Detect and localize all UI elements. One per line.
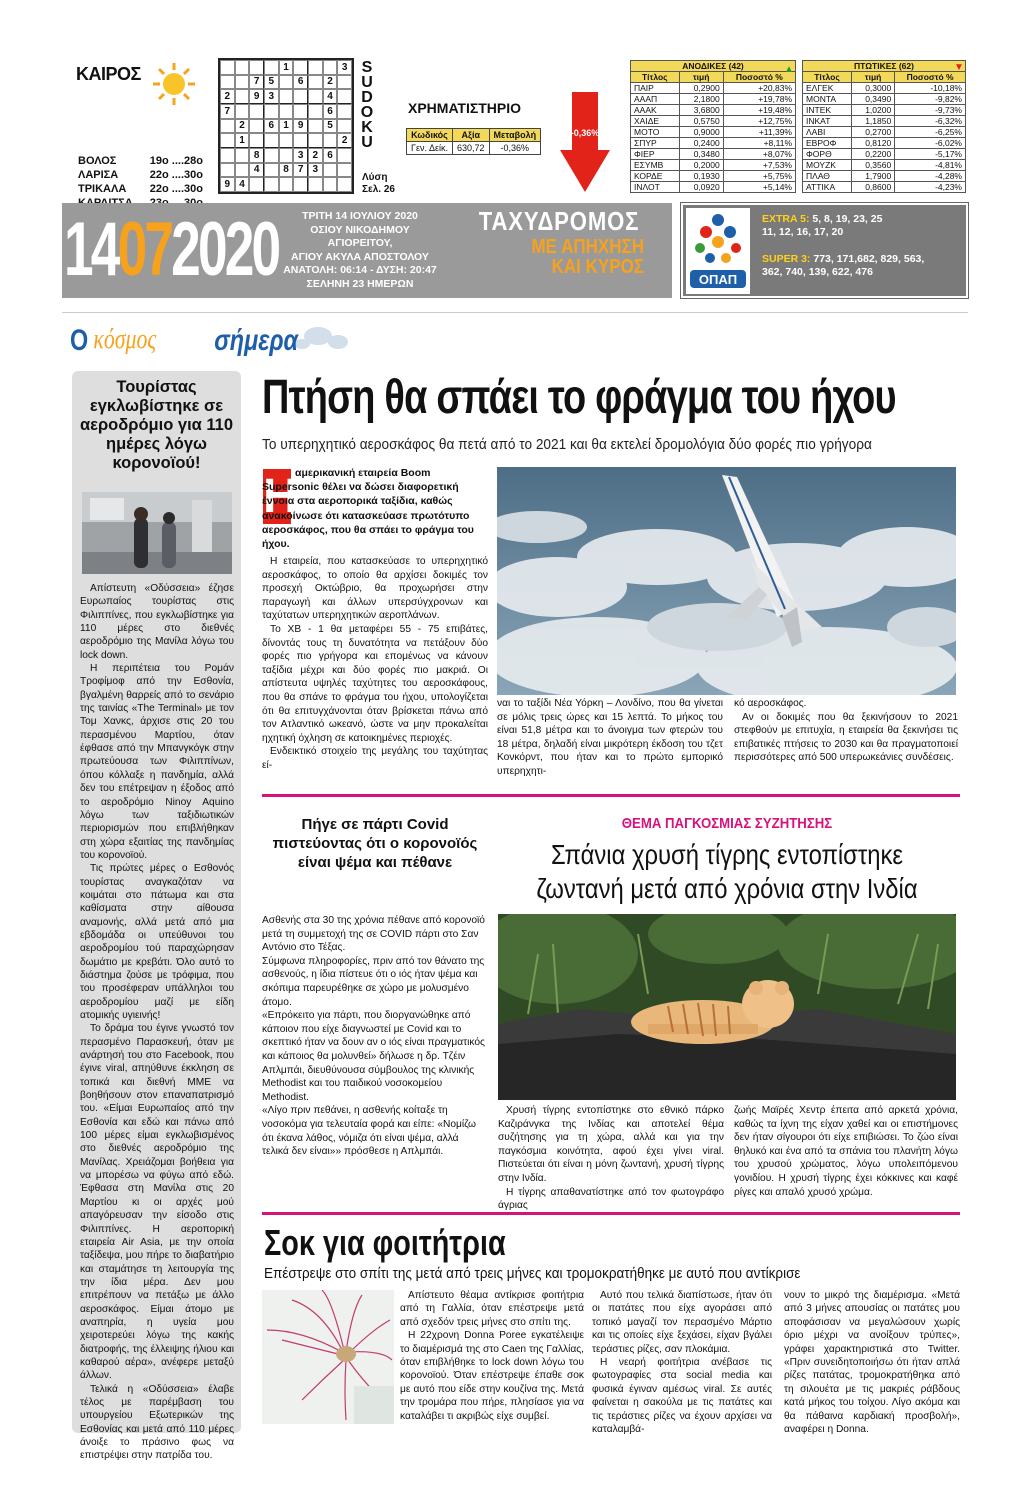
- sudoku-cell: [264, 60, 279, 75]
- cell: -6,32%: [895, 116, 966, 127]
- cell: 0,2000: [679, 160, 723, 171]
- solution-label: Λύση: [362, 172, 388, 183]
- cell: 0,3490: [851, 94, 894, 105]
- section-word-2: κόσμος: [93, 324, 157, 355]
- sudoku-cell: 6: [323, 104, 338, 119]
- potato-roots-photo: [262, 1290, 394, 1424]
- city-temp: 22ο ....30ο: [149, 183, 203, 195]
- date-info: [282, 210, 438, 291]
- cell: -5,17%: [895, 149, 966, 160]
- sudoku-grid: [218, 58, 354, 194]
- info-line: ΤΡΙΤΗ 14 ΙΟΥΛΙΟΥ 2020: [302, 210, 418, 222]
- cell: ΣΠΥΡ: [631, 138, 680, 149]
- sudoku-cell: [308, 104, 323, 119]
- sudoku-letter: D: [361, 89, 373, 106]
- table-row: [631, 105, 796, 116]
- sudoku-cell: [235, 89, 250, 104]
- city-name: ΒΟΛΟΣ: [78, 155, 117, 167]
- weather-list: [78, 154, 203, 210]
- paragraph: Ενδεικτικό στοιχείο της μεγάλης του ταχύτητας εί-: [262, 746, 488, 771]
- sudoku-cell: [279, 89, 294, 104]
- sudoku-cell: 9: [249, 89, 264, 104]
- paragraph: Τελικά η «Οδύσσεια» έλαβε τέλος με παρέμβαση του υπουργείου Εξωτερικών της Εσθονίας και μετά από 110 μέρες άνοιξε το πράσινο φως να επιστρέψει στην πατρίδα του.: [80, 1383, 234, 1462]
- main-column-3: [734, 697, 958, 765]
- cell: +8,07%: [723, 149, 795, 160]
- falling-stocks-table: [802, 60, 966, 193]
- sun-icon: [152, 62, 196, 106]
- cell: -4,28%: [895, 171, 966, 182]
- sudoku-cell: 9: [220, 177, 235, 192]
- main-column-2: ναι το ταξίδι Νέα Υόρκη – Λονδίνο, που θα γίνεται σε μόλις τρεις ώρες και 15 λεπτά. Το μήκος του είναι 51,8 μέτρα και το άνοιγμα των φτερών του 18 μέτρα, δηλαδή είναι μικρότερη έκδοση του τζετ Κονκόρντ, που ήταν και το πρώτο εμπορικό υπερηχητι-: [497, 698, 723, 777]
- cell: ΛΑΒΙ: [803, 127, 852, 138]
- date-year: 2020: [171, 207, 279, 292]
- drop-cap: Η: [263, 470, 298, 523]
- sudoku-cell: [235, 104, 250, 119]
- covid-headline: Πήγε σε πάρτι Covid πιστεύοντας ότι ο κορονοϊός είναι ψέμα και πέθανε: [272, 816, 478, 871]
- sudoku-cell: [235, 163, 250, 178]
- student-column-1: [400, 1289, 584, 1423]
- airport-photo: [82, 492, 232, 574]
- sudoku-cell: 8: [279, 163, 294, 178]
- paragraph: Η εταιρεία, που κατασκεύασε το υπερηχητικό αεροσκάφος, το οποίο θα αρχίσει δοκιμές τον προσεχή Οκτώβριο, θα προχωρήσει στην παραγωγή και άλλων υπερσύγχρονων και ταχύτατων υπερηχητικών αεροπλάνων.: [262, 556, 488, 622]
- arrow-label: -0,36%: [570, 128, 600, 138]
- cell: -9,73%: [895, 105, 966, 116]
- down-arrow-icon: [560, 92, 610, 192]
- golden-tiger-photo: [498, 914, 956, 1100]
- sudoku-cell: 5: [264, 75, 279, 90]
- main-subheadline: Το υπερηχητικό αεροσκάφος θα πετά από το 2021 και θα εκτελεί δρομολόγια δύο φορές πιο γρήγορα: [262, 436, 872, 453]
- main-headline: Πτήση θα σπάει το φράγμα του ήχου: [262, 371, 896, 424]
- lead-paragraph: αμερικανική εταιρεία Boom Supersonic θέλει να δώσει διαφορετική έννοια στα αεροπορικά ταξίδια, καθώς ανακοίνωσε ότι κατασκεύασε πρωτότυπο αεροσκάφος, που θα σπάει το φράγμα του ήχου.: [262, 467, 474, 551]
- sudoku-cell: [279, 75, 294, 90]
- weather-title: ΚΑΙΡΟΣ: [76, 64, 141, 84]
- cell: ΕΒΡΟΦ: [803, 138, 852, 149]
- info-line: ΣΕΛΗΝΗ 23 ΗΜΕΡΩΝ: [306, 277, 414, 290]
- paragraph: Απίστευτη «Οδύσσεια» έζησε Ευρωπαίος τουρίστας στις Φιλιππίνες, που εγκλωβίστηκε για 110 μέρες στο διεθνές αεροδρόμιο της Μανίλα λόγω του lock down.: [80, 583, 234, 661]
- sudoku-cell: [279, 133, 294, 148]
- cell: 1,7900: [851, 171, 894, 182]
- cell: 0,2400: [679, 138, 723, 149]
- divider: [62, 312, 968, 313]
- cell: -4,23%: [895, 182, 966, 193]
- cell: ΕΣΥΜΒ: [631, 160, 680, 171]
- sudoku-cell: 6: [323, 148, 338, 163]
- cell: ΑΑΑΠ: [631, 94, 680, 105]
- cell: 0,3560: [851, 160, 894, 171]
- paragraph: Ασθενής στα 30 της χρόνια πέθανε από κορονοϊό μετά τη συμμετοχή της σε COVID πάρτι στο Σαν Αντόνιο στο Τέξας.: [262, 915, 485, 954]
- slogan-line: ΜΕ ΑΠΗΧΗΣΗ: [531, 236, 644, 258]
- table-row: [803, 160, 966, 171]
- slogan-line: ΚΑΙ ΚΥΡΟΣ: [551, 256, 644, 278]
- cell: ΑΤΤΙΚΑ: [803, 182, 852, 193]
- sudoku-letter: U: [361, 74, 373, 91]
- paragraph: Το XB - 1 θα μεταφέρει 55 - 75 επιβάτες, δίνοντάς τους τη δυνατότητα να πετάξουν δύο φορές πιο γρήγορα και επομένως να κάνουν ταξίδια μέχρι και δύο φορές πιο μακριά. Οι απίστευτα υψηλές ταχύτητες του αεροσκάφους, που θα σπάνε το φράγμα του ήχου, υπολογίζεται ότι θα επιτυγχάνονται όταν βρίσκεται πάνω από τον Ατλαντικό ωκεανό, ώστε να μην προκαλείται ηχητική όχληση σε κατοικημένες περιοχές.: [262, 623, 488, 744]
- paragraph: Απίστευτο θέαμα αντίκρισε φοιτήτρια από τη Γαλλία, όταν επέστρεψε μετά από σχεδόν τρεις μήνες στο σπίτι της.: [400, 1290, 584, 1328]
- opap-logo-text: ΟΠΑΠ: [698, 272, 738, 287]
- cell: 0,5750: [679, 116, 723, 127]
- cell: -6,25%: [895, 127, 966, 138]
- sudoku-cell: [220, 119, 235, 134]
- up-arrow-icon: ▲: [784, 64, 794, 75]
- sudoku-cell: 6: [293, 75, 308, 90]
- cell: +5,75%: [723, 171, 795, 182]
- sudoku-cell: [323, 163, 338, 178]
- sudoku-cell: [308, 75, 323, 90]
- sudoku-cell: [308, 89, 323, 104]
- table-row: [803, 182, 966, 193]
- sudoku-cell: 2: [220, 89, 235, 104]
- col-header: τιμή: [851, 72, 894, 83]
- paragraph: Η τίγρης απαθανατίστηκε από τον φωτογράφο άγριας: [498, 1186, 724, 1212]
- table-row: [803, 116, 966, 127]
- sudoku-cell: [235, 75, 250, 90]
- sudoku-letter: K: [361, 119, 373, 136]
- sudoku-cell: [337, 89, 352, 104]
- stock-index-table: [406, 128, 541, 155]
- table-row: [631, 138, 796, 149]
- section-word-1: Ο: [70, 323, 89, 357]
- paragraph: Αν οι δοκιμές που θα ξεκινήσουν το 2021 στεφθούν με επιτυχία, η εταιρεία θα ξεκινήσει τις επιβατικές πτήσεις το 2030 και θα πραγματοποιεί περισσότερες από 500 υπερωκεάνιες συνδέσεις.: [734, 711, 958, 764]
- cell: 0,0920: [679, 182, 723, 193]
- sudoku-cell: 4: [249, 163, 264, 178]
- table-row: [803, 127, 966, 138]
- cell: +19,78%: [723, 94, 795, 105]
- sudoku-cell: [220, 75, 235, 90]
- cell: ΜΟΥΖΚ: [803, 160, 852, 171]
- cell: 0,3000: [851, 83, 894, 94]
- sudoku-cell: [220, 133, 235, 148]
- cell: 0,9000: [679, 127, 723, 138]
- opap-results: [762, 213, 962, 279]
- paragraph: Το δράμα του έγινε γνωστό τον περασμένο Παρασκευή, όταν με ανάρτησή του στο Facebook, που έγινε viral, απηύθυνε έκκληση σε τοπικά και διεθνή ΜΜΕ να βοηθήσουν στον επαναπατρισμό του. «Είμαι Ευρωπαίος από την Εσθονία και εδώ και πάνω από 100 μέρες είμαι εγκλωβισμένος στο διεθνές αεροδρόμιο της Μανίλας. Χρειάζομαι βοήθεια για να μπορέσω να φύγω από εδώ. Έφθασα στη Μανίλα στις 20 Μαρτίου κι οι αρχές μού απαγόρευσαν την είσοδο στις Φιλιππίνες. Η αεροπορική εταιρεία Air Asia, με την οποία ταξίδεψα, μου πήρε το διαβατήριο και σταμάτησε τη λειτουργία της την ίδια μέρα. Δεν μου επιτρέπουν να πετάξω με άλλο αεροσκάφος. Είμαι άτομο με αναπηρία, η υγεία μου χειροτερεύει λόγω της κακής διατροφής, της έλλειψης ήλιου και καθαρού αέρα», ανέφερε μεταξύ άλλων.: [80, 1023, 234, 1382]
- sudoku-letter: O: [360, 104, 374, 121]
- table-row: [631, 160, 796, 171]
- down-arrow-icon: ▼: [954, 62, 964, 73]
- cell: ΜΟΤΟ: [631, 127, 680, 138]
- cell: -0,36%: [489, 142, 541, 155]
- cell: 0,2900: [679, 83, 723, 94]
- sudoku-cell: [249, 133, 264, 148]
- tiger-kicker: ΘΕΜΑ ΠΑΓΚΟΣΜΙΑΣ ΣΥΖΗΤΗΣΗΣ: [621, 815, 833, 832]
- sudoku-cell: [323, 60, 338, 75]
- date-day: 14: [64, 207, 118, 292]
- tiger-column-1: [498, 1104, 724, 1213]
- covid-body: [262, 914, 488, 1159]
- sidebar-title: Τουρίστας εγκλωβίστηκε σε αεροδρόμιο για 110 ημέρες λόγω κορονοϊού!: [80, 378, 234, 472]
- cell: +8,11%: [723, 138, 795, 149]
- sudoku-cell: 7: [293, 163, 308, 178]
- sudoku-cell: 4: [323, 89, 338, 104]
- sudoku-cell: 1: [235, 133, 250, 148]
- cell: +19,48%: [723, 105, 795, 116]
- paragraph: Η περιπέτεια του Ρομάν Τροφίμοφ από την Εσθονία, βγαλμένη θαρρείς από το σενάριο της ταινίας «The Terminal» με τον Τομ Χανκς, άρχισε στις 20 του περασμένου Μαρτίου, όταν έφθασε από την Μπανγκόγκ στην πρωτεύουσα των Φιλιππίνων, όπου κόλλαξε η πανδημία, αλλά δεν του επέτρεψαν η έξοδος από το αεροδρόμιο Ninoy Aquino λόγω των ταξιδιωτικών περιορισμών που επιβλήθηκαν στη χώρα εξαιτίας της πανδημίας του κορονοϊού.: [80, 663, 234, 861]
- info-line: ΟΣΙΟΥ ΝΙΚΟΔΗΜΟΥ ΑΓΙΟΡΕΙΤΟΥ,: [310, 223, 410, 249]
- opap-logo-icon: [686, 208, 750, 294]
- cell: 0,2200: [851, 149, 894, 160]
- sudoku-cell: 3: [264, 89, 279, 104]
- student-subheadline: Επέστρεψε στο σπίτι της μετά από τρεις μήνες και τρομοκρατήθηκε με αυτό που αντίκρισε: [264, 1265, 801, 1282]
- cell: -4,81%: [895, 160, 966, 171]
- sudoku-cell: 6: [264, 119, 279, 134]
- student-headline: Σοκ για φοιτήτρια: [264, 1222, 506, 1263]
- col-header: Αξία: [453, 129, 490, 142]
- section-header: [70, 314, 360, 360]
- sudoku-letter: S: [361, 59, 373, 76]
- cell: +20,83%: [723, 83, 795, 94]
- sudoku-cell: [337, 119, 352, 134]
- cell: +5,14%: [723, 182, 795, 193]
- city-temp: 22ο ....30ο: [149, 169, 203, 181]
- paragraph: «Επρόκειτο για πάρτι, που διοργανώθηκε από κάποιον που είχε διαγνωστεί με Covid και το σκεπτικό ήταν να δουν αν ο ιός είναι πραγματικός και κάποιος θα μολυνθεί» δήλωσε η δρ. Τζέιν Απλμπάι, διευθύνουσα σύμβουλος της κλινικής Methodist και του παιδικού νοσοκομείου Methodist.: [262, 1010, 485, 1103]
- sudoku-letter: U: [361, 134, 373, 151]
- cell: ΧΑΙΔΕ: [631, 116, 680, 127]
- sudoku-cell: 4: [235, 177, 250, 192]
- rising-stocks-table: [630, 60, 796, 193]
- sudoku-cell: [308, 60, 323, 75]
- sudoku-cell: [337, 148, 352, 163]
- sudoku-cell: 1: [279, 60, 294, 75]
- date-month: 07: [117, 207, 172, 292]
- sudoku-cell: [293, 177, 308, 192]
- extra-label: EXTRA 5:: [762, 213, 810, 225]
- sudoku-cell: 2: [235, 119, 250, 134]
- cell: 0,8120: [851, 138, 894, 149]
- slogan-line: ΤΑΧΥΔΡΟΜΟΣ: [478, 206, 640, 236]
- cell: Γεν. Δείκ.: [407, 142, 453, 155]
- sudoku-cell: 3: [308, 163, 323, 178]
- paragraph: Σύμφωνα πληροφορίες, πριν από τον θάνατο της ασθενούς, η ίδια πίστευε ότι ο ιός ήταν ψέμα και σκόπιμα παρευρέθηκε σε χώρο με μολυσμένο άτομο.: [262, 955, 485, 1008]
- sudoku-cell: [220, 60, 235, 75]
- sudoku-cell: [293, 133, 308, 148]
- sudoku-cell: [293, 89, 308, 104]
- cell: 3,6800: [679, 105, 723, 116]
- sudoku-cell: 8: [249, 148, 264, 163]
- divider: [262, 1212, 960, 1215]
- cell: ΦΟΡΘ: [803, 149, 852, 160]
- headline-line: ζωντανή μετά από χρόνια στην Ινδία: [536, 873, 918, 904]
- table-row: [803, 149, 966, 160]
- table-row: [631, 94, 796, 105]
- col-header: Ποσοστό %: [895, 72, 966, 83]
- cell: ΙΝΚΑΤ: [803, 116, 852, 127]
- weather-row: [78, 168, 203, 182]
- tiger-column-2: ζωής Μαϊρές Χεντρ έπειτα από αρκετά χρόνια, καθώς τα ίχνη της είχαν χαθεί και οι επιστήμονες δεν ήταν σίγουροι ότι είχε επιβιώσει. Το ζώο είναι θηλυκό και ένα από τα σπάνια του πλανήτη λόγω του χρυσού χρώματος, λόγω υπολειπόμενου γονιδίου. Η χρυσή τίγρης έχει κόκκινες και καφέ ρίγες και απαλό χρυσό χρώμα.: [734, 1105, 958, 1198]
- sudoku-cell: [308, 177, 323, 192]
- sudoku-cell: 2: [308, 148, 323, 163]
- cell: 1,1850: [851, 116, 894, 127]
- sudoku-cell: 7: [220, 104, 235, 119]
- city-temp: 19ο ....28ο: [149, 155, 203, 167]
- paragraph: Χρυσή τίγρης εντοπίστηκε στο εθνικό πάρκο Καζιράνγκα της Ινδίας και αποτελεί θέμα συζήτησης για τη χώρα, αλλά και για την παγκόσμια κοινότητα, αφού έχει γίνει viral. Πιστεύεται ότι είναι η μόνη ζωντανή, χρυσή τίγρης στην Ινδία.: [498, 1105, 724, 1184]
- table-row: [803, 105, 966, 116]
- col-header: Μεταβολή: [489, 129, 541, 142]
- main-column-1: [262, 555, 488, 773]
- table-title: ΑΝΟΔΙΚΕΣ (42): [631, 61, 796, 72]
- sudoku-cell: [323, 133, 338, 148]
- paragraph: Η 22χρονη Donna Poree εγκατέλειψε το διαμέρισμά της στο Caen της Γαλλίας, όταν επιβλήθηκε το lock down λόγω του κορονοϊού. Όταν επέστρεψε έπαθε σοκ με αυτό που είδε στην κουζίνα της. Μετά την τρομάρα που πήρε, πλησίασε για να καταλάβει τι ακριβώς είχε συμβεί.: [400, 1330, 584, 1422]
- sudoku-cell: [279, 104, 294, 119]
- sudoku-cell: 3: [337, 60, 352, 75]
- cell: 630,72: [453, 142, 490, 155]
- cell: 0,1930: [679, 171, 723, 182]
- cell: 0,2700: [851, 127, 894, 138]
- sudoku-cell: 2: [337, 133, 352, 148]
- col-header: Ποσοστό %: [723, 72, 795, 83]
- table-row: [803, 171, 966, 182]
- paragraph: Η νεαρή φοιτήτρια ανέβασε τις φωτογραφίες στα social media και φυσικά έγιναν αμέσως viral. Σε αυτές φαίνεται η σακούλα με τις πατάτες και τις τεράστιες ρίζες να έχουν αρχίσει να καταλαμβά-: [592, 1357, 772, 1436]
- sudoku-cell: [279, 148, 294, 163]
- table-row: [631, 83, 796, 94]
- cell: -9,82%: [895, 94, 966, 105]
- cell: +11,39%: [723, 127, 795, 138]
- table-row: [631, 171, 796, 182]
- cell: ΙΝΛΟΤ: [631, 182, 680, 193]
- slogan: [448, 206, 670, 296]
- sudoku-cell: [308, 133, 323, 148]
- cell: 1,0200: [851, 105, 894, 116]
- sudoku-cell: [249, 104, 264, 119]
- sudoku-cell: [264, 133, 279, 148]
- info-line: ΑΓΙΟΥ ΑΚΥΛΑ ΑΠΟΣΤΟΛΟΥ: [291, 250, 429, 263]
- tiger-headline: [532, 838, 921, 906]
- paragraph: Αυτό που τελικά διαπίστωσε, ήταν ότι οι πατάτες που είχε αγοράσει από τοπικό μαγαζί τον περασμένο Μάρτιο και τις οποίες είχε ξεχάσει, είχαν βγάλει τεράστιες ρίζες, σαν πλοκάμια.: [592, 1290, 772, 1355]
- cell: -6,02%: [895, 138, 966, 149]
- sudoku-cell: [264, 148, 279, 163]
- cell: ΕΛΓΕΚ: [803, 83, 852, 94]
- paragraph: Τις πρώτες μέρες ο Εσθονός τουρίστας αναγκαζόταν να κοιμάται στο πάτωμα και στα καθίσματα στην αίθουσα αναμονής, αλλά μετά από μια εβδομάδα οι υπεύθυνοι του αεροδρομίου τού παραχώρησαν δωμάτιο με κρεβάτι. Όλο αυτό το διάστημα ζούσε με τρόφιμα, που του προσέφεραν υπάλληλοι του αεροδρομίου μαζί με είδη ατομικής υγιεινής!: [80, 863, 234, 1021]
- col-header: Τίτλος: [631, 72, 680, 83]
- date-display: [64, 204, 278, 296]
- sudoku-cell: 5: [323, 119, 338, 134]
- table-row: [631, 116, 796, 127]
- table-title: ΠΤΩΤΙΚΕΣ (62): [803, 61, 966, 72]
- sudoku-cell: [235, 148, 250, 163]
- cell: +12,75%: [723, 116, 795, 127]
- cell: 2,1800: [679, 94, 723, 105]
- sudoku-cell: [264, 163, 279, 178]
- super-numbers: 362, 740, 139, 622, 476: [762, 266, 873, 278]
- city-name: ΤΡΙΚΑΛΑ: [78, 183, 127, 195]
- sudoku-cell: 9: [293, 119, 308, 134]
- sudoku-cell: 1: [279, 119, 294, 134]
- cell: ΠΑΙΡ: [631, 83, 680, 94]
- solution-page: Σελ. 26: [362, 184, 395, 195]
- table-row: [803, 83, 966, 94]
- sudoku-cell: [249, 60, 264, 75]
- extra-numbers: 5, 8, 19, 23, 25: [812, 213, 883, 225]
- student-column-3: νουν το μικρό της διαμέρισμα. «Μετά από 3 μήνες απουσίας οι πατάτες μου αποφάσισαν να μεγαλώσουν χωρίς όριο μέχρι να ανοίξουν τρύπες», γράφει χαρακτηριστικά στο Twitter. «Πριν συνειδητοποιήσω ότι ήταν απλά ρίζες πατάτας, τρομοκρατήθηκα από τη σιλουέτα με τις μακριές ράβδους κατά μήκος του τοίχου. Λίγο ακόμα και θα πάθαινα καρδιακή προσβολή», αναφέρει η Donna.: [784, 1290, 960, 1436]
- sudoku-cell: [220, 163, 235, 178]
- sudoku-cell: [279, 177, 294, 192]
- sudoku-cell: [337, 104, 352, 119]
- table-row: [631, 182, 796, 193]
- sudoku-cell: [337, 75, 352, 90]
- table-row: [631, 149, 796, 160]
- cell: ΜΟΝΤΑ: [803, 94, 852, 105]
- col-header: Τίτλος: [803, 72, 852, 83]
- table-row: [803, 94, 966, 105]
- cell: ΑΑΑΚ: [631, 105, 680, 116]
- super-numbers: 773, 171,682, 829, 563,: [813, 253, 925, 265]
- supersonic-plane-photo: [497, 467, 956, 695]
- table-row: [803, 138, 966, 149]
- extra-numbers: 11, 12, 16, 17, 20: [762, 226, 844, 238]
- stock-title: ΧΡΗΜΑΤΙΣΤΗΡΙΟ: [408, 100, 522, 116]
- super-label: SUPER 3:: [762, 253, 811, 265]
- student-column-2: [592, 1289, 772, 1436]
- sudoku-cell: [293, 104, 308, 119]
- sudoku-cell: [337, 177, 352, 192]
- cell: ΙΝΤΕΚ: [803, 105, 852, 116]
- paragraph: «Λίγο πριν πεθάνει, η ασθενής κοίταξε τη νοσοκόμα για τελευταία φορά και είπε: «Νομίζω ότι έκανα λάθος, νόμιζα ότι είναι ψέμα, αλλά τελικά δεν είναι»» πρόσθεσε η Απλμπάι.: [262, 1105, 476, 1158]
- section-word-3: σήμερα: [214, 323, 299, 357]
- sudoku-cell: 3: [293, 148, 308, 163]
- col-header: Κωδικός: [407, 129, 453, 142]
- sudoku-cell: [220, 148, 235, 163]
- weather-row: [78, 154, 203, 168]
- sudoku-solution-ref: [362, 172, 395, 196]
- sudoku-cell: 2: [323, 75, 338, 90]
- cell: 0,3480: [679, 149, 723, 160]
- city-name: ΛΑΡΙΣΑ: [78, 169, 119, 181]
- cell: ΦΙΕΡ: [631, 149, 680, 160]
- sudoku-cell: [308, 119, 323, 134]
- sudoku-cell: [323, 177, 338, 192]
- cell: ΠΛΑΘ: [803, 171, 852, 182]
- sudoku-word: [360, 60, 374, 150]
- sudoku-cell: 7: [249, 75, 264, 90]
- sudoku-cell: [249, 177, 264, 192]
- info-line: ΑΝΑΤΟΛΗ: 06:14 - ΔΥΣΗ: 20:47: [283, 264, 437, 276]
- divider: [262, 794, 960, 797]
- weather-row: [78, 182, 203, 196]
- sudoku-cell: [249, 119, 264, 134]
- cell: 0,8600: [851, 182, 894, 193]
- sudoku-cell: [337, 163, 352, 178]
- sidebar-body: [80, 582, 234, 1463]
- paragraph: κό αεροσκάφος.: [734, 698, 807, 709]
- col-header: τιμή: [679, 72, 723, 83]
- sudoku-cell: [235, 60, 250, 75]
- cell: +7,53%: [723, 160, 795, 171]
- headline-line: Σπάνια χρυσή τίγρης εντοπίστηκε: [550, 839, 904, 870]
- sudoku-cell: [264, 177, 279, 192]
- cell: -10,18%: [895, 83, 966, 94]
- sudoku-cell: [293, 60, 308, 75]
- sudoku-cell: [264, 104, 279, 119]
- table-row: [631, 127, 796, 138]
- cell: ΚΟΡΔΕ: [631, 171, 680, 182]
- weather-box: [64, 56, 207, 195]
